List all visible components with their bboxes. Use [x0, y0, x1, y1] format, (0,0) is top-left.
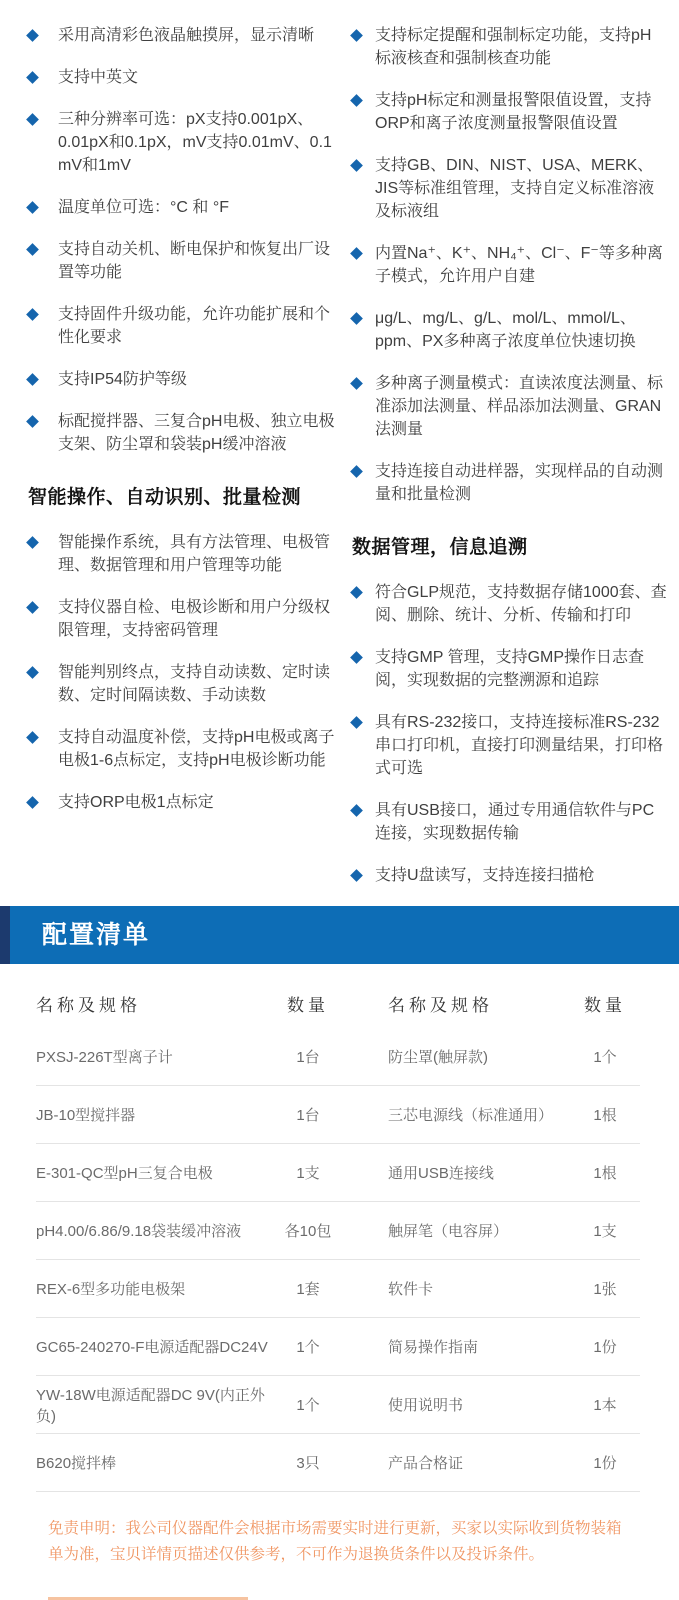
diamond-bullet-icon [350, 247, 363, 260]
diamond-bullet-icon [350, 312, 363, 325]
diamond-bullet-icon [26, 201, 39, 214]
table-row [36, 1086, 640, 1144]
part-qty: 1支 [593, 1223, 617, 1240]
part-qty: 1套 [296, 1281, 320, 1298]
table-row [36, 1144, 640, 1202]
diamond-bullet-icon [350, 377, 363, 390]
diamond-bullet-icon [26, 731, 39, 744]
feature-text: 支持仪器自检、电极诊断和用户分级权限管理，支持密码管理 [58, 599, 331, 639]
feature-text: 符合GLP规范，支持数据存储1000套、查阅、删除、统计、分析、传输和打印 [375, 584, 667, 624]
part-qty: 3只 [296, 1455, 320, 1472]
diamond-bullet-icon [26, 601, 39, 614]
part-name: 产品合格证 [388, 1455, 464, 1472]
feature-item [28, 726, 339, 772]
diamond-bullet-icon [350, 869, 363, 882]
section-banner [0, 906, 679, 964]
feature-item [352, 24, 667, 70]
diamond-bullet-icon [26, 29, 39, 42]
feature-item [352, 154, 667, 223]
feature-text: μg/L、mg/L、g/L、mol/L、mmol/L、ppm、PX多种离子浓度单位快速切换 [375, 310, 636, 350]
feature-item [28, 791, 339, 814]
banner-left-accent-bar [0, 906, 10, 964]
part-name: GC65-240270-F电源适配器DC24V [36, 1339, 268, 1356]
feature-item [28, 661, 339, 707]
part-qty: 1个 [296, 1339, 320, 1356]
feature-item [352, 581, 667, 627]
feature-group-heading: 智能操作、自动识别、批量检测 [28, 487, 302, 508]
feature-text: 智能判别终点，支持自动读数、定时读数、定时间隔读数、手动读数 [58, 664, 331, 704]
part-qty: 1支 [296, 1165, 320, 1182]
feature-item [352, 460, 667, 506]
diamond-bullet-icon [26, 796, 39, 809]
table-row [36, 1376, 640, 1434]
part-name: 简易操作指南 [388, 1339, 479, 1356]
parts-table [0, 978, 640, 1492]
feature-text: 具有RS-232接口，支持连接标准RS-232串口打印机，直接打印测量结果，打印格式可选 [375, 714, 664, 777]
feature-text: 支持GMP 管理，支持GMP操作日志查阅，实现数据的完整溯源和追踪 [375, 649, 645, 689]
feature-text: 多种离子测量模式：直读浓度法测量、标准添加法测量、样品添加法测量、GRAN法测量 [375, 375, 664, 438]
feature-text: 支持自动关机、断电保护和恢复出厂设置等功能 [58, 241, 331, 281]
diamond-bullet-icon [350, 716, 363, 729]
part-name: 软件卡 [388, 1281, 434, 1298]
table-row [36, 1028, 640, 1086]
feature-item [28, 596, 339, 642]
feature-item [28, 410, 339, 456]
diamond-bullet-icon [350, 651, 363, 664]
part-qty: 1根 [593, 1107, 617, 1124]
feature-item [28, 238, 339, 284]
diamond-bullet-icon [26, 415, 39, 428]
part-qty: 1个 [296, 1397, 320, 1414]
feature-item [28, 108, 339, 177]
section-banner-title: 配置清单 [42, 921, 151, 949]
feature-item [352, 307, 667, 353]
feature-item [352, 242, 667, 288]
feature-text: 支持GB、DIN、NIST、USA、MERK、JIS等标准组管理，支持自定义标准溶液及标液组 [375, 157, 655, 220]
feature-text: 支持ORP电极1点标定 [58, 794, 214, 811]
diamond-bullet-icon [350, 29, 363, 42]
part-name: 防尘罩(触屏款) [388, 1049, 488, 1066]
feature-item [352, 89, 667, 135]
diamond-bullet-icon [350, 94, 363, 107]
feature-item [28, 196, 339, 219]
feature-text: 内置Na⁺、K⁺、NH₄⁺、Cl⁻、F⁻等多种离子模式，允许用户自建 [375, 245, 663, 285]
feature-text: 采用高清彩色液晶触摸屏，显示清晰 [58, 27, 315, 44]
feature-text: 支持自动温度补偿，支持pH电极或离子电极1-6点标定，支持pH电极诊断功能 [58, 729, 335, 769]
diamond-bullet-icon [26, 71, 39, 84]
feature-item [28, 303, 339, 349]
feature-group-heading: 数据管理，信息追溯 [352, 537, 528, 558]
disclaimer-text: 免责申明：我公司仪器配件会根据市场需要实时进行更新，买家以实际收到货物装箱单为准，宝贝详情页描述仅供参考，不可作为退换货条件以及投诉条件。 [48, 1520, 622, 1563]
feature-text: 支持连接自动进样器，实现样品的自动测量和批量检测 [375, 463, 664, 503]
parts-table-header [36, 978, 640, 1028]
diamond-bullet-icon [26, 373, 39, 386]
part-name: REX-6型多功能电极架 [36, 1281, 186, 1298]
part-name: YW-18W电源适配器DC 9V(内正外负) [36, 1386, 265, 1425]
feature-item [352, 711, 667, 780]
feature-item [352, 646, 667, 692]
header-name-left: 名称及规格 [36, 995, 141, 1015]
feature-text: 智能操作系统，具有方法管理、电极管理、数据管理和用户管理等功能 [58, 534, 331, 574]
part-qty: 1份 [593, 1455, 617, 1472]
part-name: PXSJ-226T型离子计 [36, 1049, 173, 1066]
feature-item [352, 372, 667, 441]
part-qty: 各10包 [284, 1223, 332, 1240]
diamond-bullet-icon [350, 465, 363, 478]
feature-column-right [345, 24, 679, 906]
part-name: 通用USB连接线 [388, 1165, 494, 1182]
feature-text: 温度单位可选：°C 和 °F [58, 199, 230, 216]
part-name: E-301-QC型pH三复合电极 [36, 1165, 213, 1182]
part-name: 使用说明书 [388, 1397, 464, 1414]
feature-column-left [0, 24, 345, 906]
header-qty-right: 数量 [584, 995, 626, 1015]
table-row [36, 1260, 640, 1318]
feature-item [28, 368, 339, 391]
feature-text: 标配搅拌器、三复合pH电极、独立电极支架、防尘罩和袋装pH缓冲溶液 [58, 413, 335, 453]
feature-item [28, 66, 339, 89]
feature-item [352, 864, 667, 887]
diamond-bullet-icon [26, 243, 39, 256]
diamond-bullet-icon [350, 586, 363, 599]
part-name: 触屏笔（电容屏） [388, 1223, 509, 1240]
part-name: JB-10型搅拌器 [36, 1107, 136, 1124]
feature-text: 支持pH标定和测量报警限值设置，支持ORP和离子浓度测量报警限值设置 [375, 92, 652, 132]
diamond-bullet-icon [26, 308, 39, 321]
feature-text: 支持标定提醒和强制标定功能，支持pH标液核查和强制核查功能 [375, 27, 652, 67]
table-row [36, 1434, 640, 1492]
feature-item [352, 799, 667, 845]
header-name-right: 名称及规格 [388, 995, 493, 1015]
part-qty: 1台 [296, 1107, 320, 1124]
feature-text: 支持U盘读写，支持连接扫描枪 [375, 867, 595, 884]
table-row [36, 1318, 640, 1376]
part-qty: 1张 [593, 1281, 617, 1298]
feature-text: 支持IP54防护等级 [58, 371, 187, 388]
diamond-bullet-icon [26, 666, 39, 679]
feature-text: 支持固件升级功能，允许功能扩展和个性化要求 [58, 306, 331, 346]
feature-text: 具有USB接口，通过专用通信软件与PC连接，实现数据传输 [375, 802, 655, 842]
feature-text: 三种分辨率可选：pX支持0.001pX、0.01pX和0.1pX，mV支持0.01mV、0.1 mV和1mV [58, 111, 332, 174]
diamond-bullet-icon [26, 536, 39, 549]
feature-item [28, 531, 339, 577]
diamond-bullet-icon [26, 113, 39, 126]
part-qty: 1个 [593, 1049, 617, 1066]
part-name: pH4.00/6.86/9.18袋装缓冲溶液 [36, 1223, 242, 1240]
part-qty: 1本 [593, 1397, 617, 1414]
part-name: 三芯电源线（标准通用） [388, 1107, 554, 1124]
feature-item [28, 24, 339, 47]
diamond-bullet-icon [350, 804, 363, 817]
part-qty: 1台 [296, 1049, 320, 1066]
part-qty: 1根 [593, 1165, 617, 1182]
table-row [36, 1202, 640, 1260]
diamond-bullet-icon [350, 159, 363, 172]
part-qty: 1份 [593, 1339, 617, 1356]
header-qty-left: 数量 [287, 995, 329, 1015]
feature-text: 支持中英文 [58, 69, 139, 86]
part-name: B620搅拌棒 [36, 1455, 117, 1472]
